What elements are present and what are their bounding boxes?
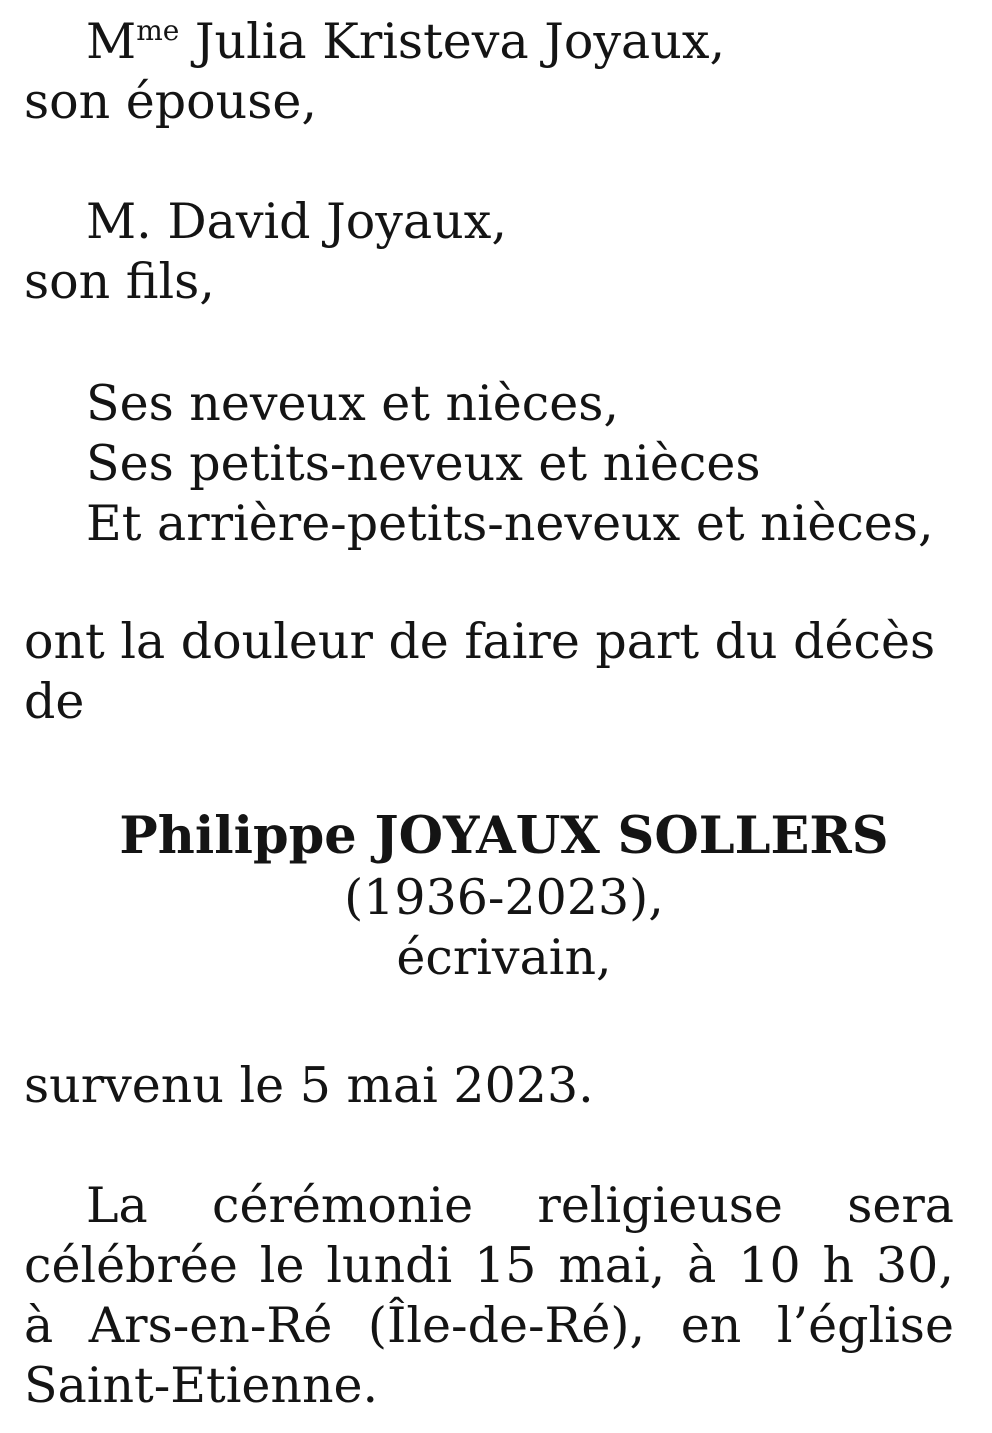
ceremony-word: célébrée [24, 1237, 238, 1294]
ceremony-word: lundi [326, 1237, 453, 1294]
wife-title-superscript: me [136, 14, 180, 47]
relatives-line: Ses petits-neveux et nièces [86, 435, 761, 492]
death-date-block [24, 1056, 954, 1116]
ceremony-word: à [687, 1237, 717, 1294]
ceremony-word: cérémonie [212, 1177, 474, 1234]
ceremony-word: l’église [776, 1297, 954, 1354]
ceremony-line-text [24, 1236, 954, 1296]
ceremony-word: 10 [738, 1237, 801, 1294]
son-relation: son fils, [24, 253, 215, 310]
ceremony-word: Ars-en-Ré [88, 1297, 333, 1354]
announcement-block [24, 612, 954, 732]
ceremony-word: h [822, 1237, 855, 1294]
son-name: M. David Joyaux, [86, 193, 507, 250]
obituary-notice [24, 0, 954, 1416]
wife-name-line [24, 12, 954, 72]
ceremony-word: (Île-de-Ré), [367, 1297, 646, 1354]
ceremony-block [24, 1176, 954, 1416]
ceremony-line [24, 1176, 954, 1236]
deceased-dates: (1936-2023), [344, 869, 664, 926]
wife-title: M [86, 13, 137, 70]
ceremony-line-text [86, 1176, 954, 1236]
ceremony-word: à [24, 1297, 54, 1354]
ceremony-word: mai, [558, 1237, 666, 1294]
deceased-name: Philippe JOYAUX SOLLERS [119, 806, 889, 866]
relatives-block [24, 374, 954, 554]
ceremony-line: Saint-Etienne. [24, 1357, 379, 1414]
announcement-line: de [24, 673, 85, 730]
ceremony-line [24, 1296, 954, 1356]
ceremony-word: La [86, 1177, 148, 1234]
ceremony-line-text [24, 1296, 954, 1356]
ceremony-line [24, 1236, 954, 1296]
ceremony-word: religieuse [537, 1177, 783, 1234]
wife-relation: son épouse, [24, 73, 317, 130]
deceased-block [24, 804, 954, 988]
ceremony-word: 15 [474, 1237, 537, 1294]
son-block [24, 192, 954, 312]
announcement-line: ont la douleur de faire part du décès [24, 613, 936, 670]
ceremony-word: en [680, 1297, 742, 1354]
wife-block [24, 12, 954, 132]
ceremony-word: sera [847, 1177, 954, 1234]
death-date: survenu le 5 mai 2023. [24, 1057, 594, 1114]
wife-name: Julia Kristeva Joyaux, [179, 13, 726, 70]
ceremony-word: 30, [875, 1237, 954, 1294]
deceased-profession: écrivain, [396, 929, 612, 986]
ceremony-word: le [259, 1237, 305, 1294]
relatives-line: Et arrière-petits-neveux et nièces, [86, 495, 934, 552]
relatives-line: Ses neveux et nièces, [86, 375, 619, 432]
